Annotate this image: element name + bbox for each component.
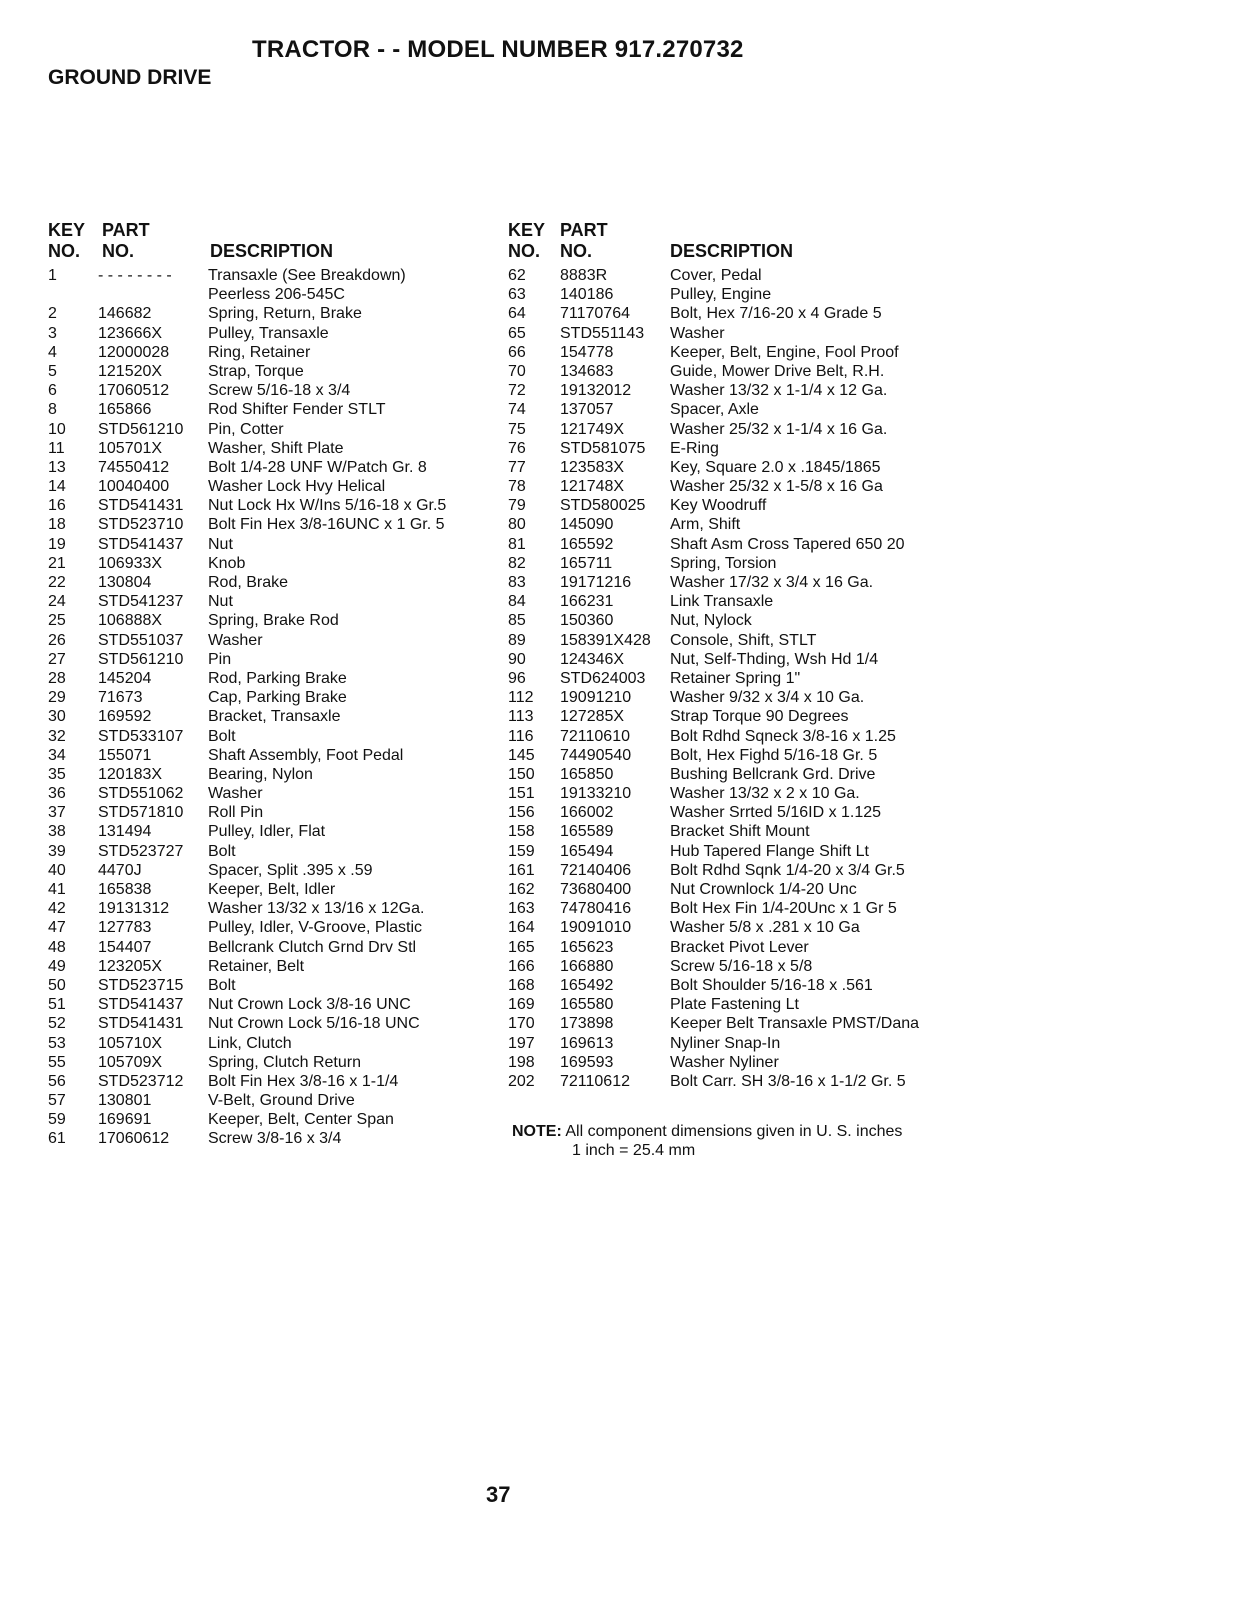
key-no: 52	[48, 1015, 66, 1033]
description: Peerless 206-545C	[208, 286, 345, 304]
key-no: 41	[48, 881, 66, 898]
part-no: 12000028	[98, 343, 170, 361]
part-no: 17060612	[98, 1130, 170, 1148]
description: Screw 3/8-16 x 3/4	[208, 1130, 342, 1148]
key-no: 32	[48, 727, 66, 745]
header-key: KEY	[48, 220, 86, 240]
description: Bolt	[208, 976, 236, 994]
section-title: GROUND DRIVE	[48, 66, 212, 89]
part-no: 146682	[98, 305, 152, 323]
description: Washer 5/8 x .281 x 10 Ga	[670, 919, 860, 937]
key-no: 66	[508, 343, 526, 361]
description: Pulley, Idler, V-Groove, Plastic	[208, 919, 423, 937]
key-no: 48	[48, 938, 66, 956]
description: Screw 5/16-18 x 5/8	[670, 957, 813, 975]
key-no: 197	[508, 1034, 535, 1052]
header-description: DESCRIPTION	[670, 241, 794, 261]
key-no: 202	[508, 1072, 535, 1090]
description: Keeper, Belt, Idler	[208, 881, 336, 898]
part-no: 106933X	[98, 554, 163, 572]
description: Spacer, Axle	[670, 401, 759, 419]
key-no: 47	[48, 919, 66, 937]
part-no: 165866	[98, 401, 152, 419]
part-no: STD551037	[98, 631, 184, 649]
part-no: 130804	[98, 574, 152, 591]
key-no: 24	[48, 593, 66, 611]
part-no: 105701X	[98, 439, 163, 457]
description: Keeper, Belt, Engine, Fool Proof	[670, 343, 899, 361]
part-no: 123666X	[98, 324, 163, 342]
key-no: 1	[48, 267, 57, 284]
description: Transaxle (See Breakdown)	[208, 267, 406, 284]
description: Washer 9/32 x 3/4 x 10 Ga.	[670, 689, 865, 707]
key-no: 112	[508, 689, 534, 707]
part-no: STD541437	[98, 996, 184, 1014]
part-no: 17060512	[98, 382, 170, 400]
key-no: 72	[508, 382, 526, 400]
page-title: TRACTOR - - MODEL NUMBER 917.270732	[252, 36, 744, 63]
description: Shaft Asm Cross Tapered 650 20	[670, 535, 905, 553]
part-no: 73680400	[560, 881, 632, 898]
description: Screw 5/16-18 x 3/4	[208, 382, 351, 400]
key-no: 162	[508, 881, 535, 898]
key-no: 16	[48, 497, 66, 515]
description: V-Belt, Ground Drive	[208, 1092, 355, 1110]
part-no: 124346X	[560, 650, 625, 668]
part-no: - - - - - - - -	[98, 267, 172, 284]
part-no: 169691	[98, 1111, 152, 1129]
part-no: 166002	[560, 804, 614, 822]
description: Rod, Parking Brake	[208, 669, 347, 687]
part-no: STD523710	[98, 516, 184, 534]
key-no: 10	[48, 420, 66, 438]
description: Key Woodruff	[670, 497, 767, 515]
description: Washer 17/32 x 3/4 x 16 Ga.	[670, 574, 874, 591]
key-no: 84	[508, 593, 526, 611]
description: Bushing Bellcrank Grd. Drive	[670, 765, 876, 783]
description: Plate Fastening Lt	[670, 996, 799, 1014]
description: Knob	[208, 554, 246, 572]
description: Bolt	[208, 727, 236, 745]
key-no: 59	[48, 1111, 66, 1129]
description: Washer 25/32 x 1-5/8 x 16 Ga	[670, 478, 883, 496]
description: Nut Crown Lock 5/16-18 UNC	[208, 1015, 420, 1033]
description: Bolt Hex Fin 1/4-20Unc x 1 Gr 5	[670, 900, 897, 918]
description: Bracket, Transaxle	[208, 708, 341, 726]
key-no: 166	[508, 957, 535, 975]
header-part: PART	[560, 220, 608, 240]
key-no: 79	[508, 497, 526, 515]
part-no: 72110610	[560, 727, 630, 745]
part-no: STD561210	[98, 420, 184, 438]
description: Spring, Return, Brake	[208, 305, 362, 323]
part-no: 19091010	[560, 919, 632, 937]
key-no: 37	[48, 804, 66, 822]
key-no: 51	[48, 996, 66, 1014]
part-no: 165492	[560, 976, 614, 994]
description: Link Transaxle	[670, 593, 774, 611]
part-no: 154778	[560, 343, 614, 361]
description: Washer, Shift Plate	[208, 439, 344, 457]
description: Washer Srrted 5/16ID x 1.125	[670, 804, 882, 822]
part-no: 121749X	[560, 420, 625, 438]
part-no: 165589	[560, 823, 614, 841]
header-part-no: NO.	[102, 241, 135, 261]
description: Nyliner Snap-In	[670, 1034, 781, 1052]
part-no: STD571810	[98, 804, 184, 822]
key-no: 165	[508, 938, 535, 956]
description: Strap Torque 90 Degrees	[670, 708, 849, 726]
part-no: 106888X	[98, 612, 163, 630]
key-no: 164	[508, 919, 535, 937]
part-no: 145090	[560, 516, 614, 534]
header-part-no: NO.	[560, 241, 593, 261]
description: Bracket Shift Mount	[670, 823, 810, 841]
key-no: 39	[48, 842, 66, 860]
description: Nut	[208, 593, 233, 611]
description: Bolt Rdhd Sqnk 1/4-20 x 3/4 Gr.5	[670, 861, 905, 879]
part-no: 72140406	[560, 861, 632, 879]
key-no: 29	[48, 689, 66, 707]
key-no: 6	[48, 382, 57, 400]
description: Arm, Shift	[670, 516, 741, 534]
key-no: 76	[508, 439, 526, 457]
part-no: 145204	[98, 669, 152, 687]
description: Keeper Belt Transaxle PMST/Dana	[670, 1015, 920, 1033]
key-no: 11	[48, 439, 65, 457]
description: Bolt 1/4-28 UNF W/Patch Gr. 8	[208, 458, 427, 476]
part-no: 105710X	[98, 1034, 163, 1052]
description: Bolt, Hex Fighd 5/16-18 Gr. 5	[670, 746, 878, 764]
description: Washer	[208, 785, 263, 803]
part-no: 137057	[560, 401, 614, 419]
description: Nut, Self-Thding, Wsh Hd 1/4	[670, 650, 879, 668]
key-no: 5	[48, 362, 57, 380]
part-no: 165850	[560, 765, 614, 783]
key-no: 82	[508, 554, 526, 572]
part-no: 74490540	[560, 746, 632, 764]
part-no: 74780416	[560, 900, 632, 918]
part-no: 165580	[560, 996, 614, 1014]
key-no: 78	[508, 478, 526, 496]
key-no: 27	[48, 650, 66, 668]
header-part: PART	[102, 220, 150, 240]
key-no: 61	[48, 1130, 66, 1148]
part-no: 165592	[560, 535, 614, 553]
description: Washer	[208, 631, 263, 649]
description: Washer	[670, 324, 725, 342]
part-no: 105709X	[98, 1053, 163, 1071]
header-key-no: NO.	[48, 241, 81, 261]
part-no: 155071	[98, 746, 152, 764]
description: Bolt Fin Hex 3/8-16 x 1-1/4	[208, 1072, 399, 1090]
description: E-Ring	[670, 439, 719, 457]
part-no: 71170764	[560, 305, 630, 323]
description: Pulley, Engine	[670, 286, 772, 304]
description: Nut Crownlock 1/4-20 Unc	[670, 881, 857, 898]
description: Bolt, Hex 7/16-20 x 4 Grade 5	[670, 305, 882, 323]
header-key-no: NO.	[508, 241, 541, 261]
part-no: 127783	[98, 919, 152, 937]
part-no: 165623	[560, 938, 614, 956]
part-no: 130801	[98, 1092, 152, 1110]
part-no: 158391X428	[560, 631, 651, 649]
part-no: 123205X	[98, 957, 163, 975]
description: Bolt Fin Hex 3/8-16UNC x 1 Gr. 5	[208, 516, 445, 534]
description: Cap, Parking Brake	[208, 689, 347, 707]
key-no: 90	[508, 650, 526, 668]
note	[512, 1122, 902, 1160]
description: Retainer Spring 1"	[670, 669, 801, 687]
key-no: 63	[508, 286, 526, 304]
key-no: 38	[48, 823, 66, 841]
part-no: 10040400	[98, 478, 170, 496]
part-no: STD551062	[98, 785, 184, 803]
key-no: 14	[48, 478, 66, 496]
part-no: 131494	[98, 823, 152, 841]
key-no: 57	[48, 1092, 66, 1110]
key-no: 8	[48, 401, 57, 419]
key-no: 64	[508, 305, 526, 323]
key-no: 85	[508, 612, 526, 630]
description: Strap, Torque	[208, 362, 304, 380]
key-no: 70	[508, 362, 526, 380]
part-no: 165494	[560, 842, 614, 860]
key-no: 25	[48, 612, 66, 630]
part-no: 150360	[560, 612, 614, 630]
key-no: 2	[48, 305, 57, 323]
part-no: 121748X	[560, 478, 625, 496]
description: Roll Pin	[208, 804, 264, 822]
part-no: 19091210	[560, 689, 632, 707]
description: Bolt Shoulder 5/16-18 x .561	[670, 976, 873, 994]
part-no: STD523727	[98, 842, 184, 860]
part-no: 121520X	[98, 362, 163, 380]
key-no: 80	[508, 516, 526, 534]
key-no: 116	[508, 727, 534, 745]
description: Link, Clutch	[208, 1034, 292, 1052]
part-no: 154407	[98, 938, 152, 956]
part-no: STD581075	[560, 439, 646, 457]
key-no: 30	[48, 708, 66, 726]
key-no: 4	[48, 343, 57, 361]
description: Retainer, Belt	[208, 957, 305, 975]
note-line2: 1 inch = 25.4 mm	[572, 1142, 696, 1159]
key-no: 56	[48, 1072, 66, 1090]
key-no: 49	[48, 957, 66, 975]
key-no: 151	[508, 785, 535, 803]
description: Key, Square 2.0 x .1845/1865	[670, 458, 881, 476]
description: Guide, Mower Drive Belt, R.H.	[670, 362, 885, 380]
description: Washer 13/32 x 2 x 10 Ga.	[670, 785, 860, 803]
part-no: 71673	[98, 689, 143, 707]
key-no: 145	[508, 746, 535, 764]
header-key: KEY	[508, 220, 546, 240]
part-no: 19171216	[560, 574, 632, 591]
part-no: 166231	[560, 593, 614, 611]
key-no: 83	[508, 574, 526, 591]
part-no: STD541431	[98, 1015, 184, 1033]
key-no: 55	[48, 1053, 66, 1071]
part-no: 169592	[98, 708, 152, 726]
key-no: 35	[48, 765, 66, 783]
description: Nut	[208, 535, 233, 553]
key-no: 170	[508, 1015, 535, 1033]
part-no: 19133210	[560, 785, 632, 803]
note-line1: All component dimensions given in U. S. inches	[565, 1123, 903, 1140]
key-no: 28	[48, 669, 66, 687]
description: Pin, Cotter	[208, 420, 284, 438]
key-no: 163	[508, 900, 535, 918]
key-no: 75	[508, 420, 526, 438]
description: Washer 13/32 x 13/16 x 12Ga.	[208, 900, 425, 918]
part-no: STD541237	[98, 593, 184, 611]
note-label: NOTE:	[512, 1123, 562, 1140]
part-no: STD624003	[560, 669, 646, 687]
part-no: 127285X	[560, 708, 625, 726]
part-no: STD541437	[98, 535, 184, 553]
part-no: STD523715	[98, 976, 184, 994]
key-no: 150	[508, 765, 535, 783]
key-no: 96	[508, 669, 526, 687]
description: Nut Lock Hx W/Ins 5/16-18 x Gr.5	[208, 497, 447, 515]
part-no: 8883R	[560, 267, 608, 284]
description: Pulley, Idler, Flat	[208, 823, 326, 841]
part-no: 134683	[560, 362, 614, 380]
description: Washer Lock Hvy Helical	[208, 478, 386, 496]
key-no: 62	[508, 267, 526, 284]
part-no: STD541431	[98, 497, 184, 515]
description: Washer Nyliner	[670, 1053, 779, 1071]
description: Bellcrank Clutch Grnd Drv Stl	[208, 938, 417, 956]
key-no: 42	[48, 900, 66, 918]
part-no: STD580025	[560, 497, 646, 515]
description: Washer 25/32 x 1-1/4 x 16 Ga.	[670, 420, 888, 438]
part-no: 165711	[560, 554, 613, 572]
part-no: 74550412	[98, 458, 170, 476]
key-no: 168	[508, 976, 535, 994]
part-no: 169613	[560, 1034, 614, 1052]
part-no: 19131312	[98, 900, 170, 918]
description: Pin	[208, 650, 232, 668]
key-no: 50	[48, 976, 66, 994]
key-no: 77	[508, 458, 526, 476]
key-no: 169	[508, 996, 535, 1014]
header-description: DESCRIPTION	[210, 241, 334, 261]
description: Pulley, Transaxle	[208, 324, 329, 342]
key-no: 74	[508, 401, 526, 419]
part-no: 173898	[560, 1015, 614, 1033]
part-no: 140186	[560, 286, 614, 304]
key-no: 21	[48, 554, 66, 572]
part-no: STD533107	[98, 727, 184, 745]
description: Nut Crown Lock 3/8-16 UNC	[208, 996, 411, 1014]
key-no: 159	[508, 842, 535, 860]
description: Spring, Torsion	[670, 554, 777, 572]
part-no: 19132012	[560, 382, 632, 400]
description: Hub Tapered Flange Shift Lt	[670, 842, 869, 860]
description: Keeper, Belt, Center Span	[208, 1111, 394, 1129]
key-no: 26	[48, 631, 66, 649]
part-no: 72110612	[560, 1072, 630, 1090]
part-no: STD561210	[98, 650, 184, 668]
key-no: 13	[48, 458, 66, 476]
part-no: 123583X	[560, 458, 625, 476]
key-no: 22	[48, 574, 66, 591]
description: Bearing, Nylon	[208, 765, 313, 783]
key-no: 81	[508, 535, 526, 553]
key-no: 36	[48, 785, 66, 803]
key-no: 34	[48, 746, 66, 764]
key-no: 113	[508, 708, 534, 726]
description: Nut, Nylock	[670, 612, 752, 630]
description: Spring, Brake Rod	[208, 612, 339, 630]
description: Spring, Clutch Return	[208, 1053, 361, 1071]
part-no: STD523712	[98, 1072, 184, 1090]
description: Shaft Assembly, Foot Pedal	[208, 746, 404, 764]
description: Ring, Retainer	[208, 343, 311, 361]
key-no: 158	[508, 823, 535, 841]
description: Bolt Carr. SH 3/8-16 x 1-1/2 Gr. 5	[670, 1072, 906, 1090]
part-no: STD551143	[560, 324, 645, 342]
key-no: 161	[508, 861, 535, 879]
part-no: 169593	[560, 1053, 614, 1071]
part-no: 166880	[560, 957, 614, 975]
page-number: 37	[486, 1482, 511, 1507]
key-no: 156	[508, 804, 535, 822]
key-no: 19	[48, 535, 66, 553]
description: Rod Shifter Fender STLT	[208, 401, 386, 419]
description: Bolt Rdhd Sqneck 3/8-16 x 1.25	[670, 727, 896, 745]
description: Console, Shift, STLT	[670, 631, 817, 649]
key-no: 3	[48, 324, 57, 342]
key-no: 53	[48, 1034, 66, 1052]
key-no: 89	[508, 631, 526, 649]
description: Bolt	[208, 842, 236, 860]
part-no: 120183X	[98, 765, 163, 783]
part-no: 4470J	[98, 861, 142, 879]
key-no: 65	[508, 324, 526, 342]
description: Spacer, Split .395 x .59	[208, 861, 373, 879]
description: Bracket Pivot Lever	[670, 938, 809, 956]
part-no: 165838	[98, 881, 152, 898]
key-no: 18	[48, 516, 66, 534]
description: Rod, Brake	[208, 574, 289, 591]
description: Washer 13/32 x 1-1/4 x 12 Ga.	[670, 382, 888, 400]
key-no: 40	[48, 861, 66, 879]
description: Cover, Pedal	[670, 267, 762, 284]
key-no: 198	[508, 1053, 535, 1071]
